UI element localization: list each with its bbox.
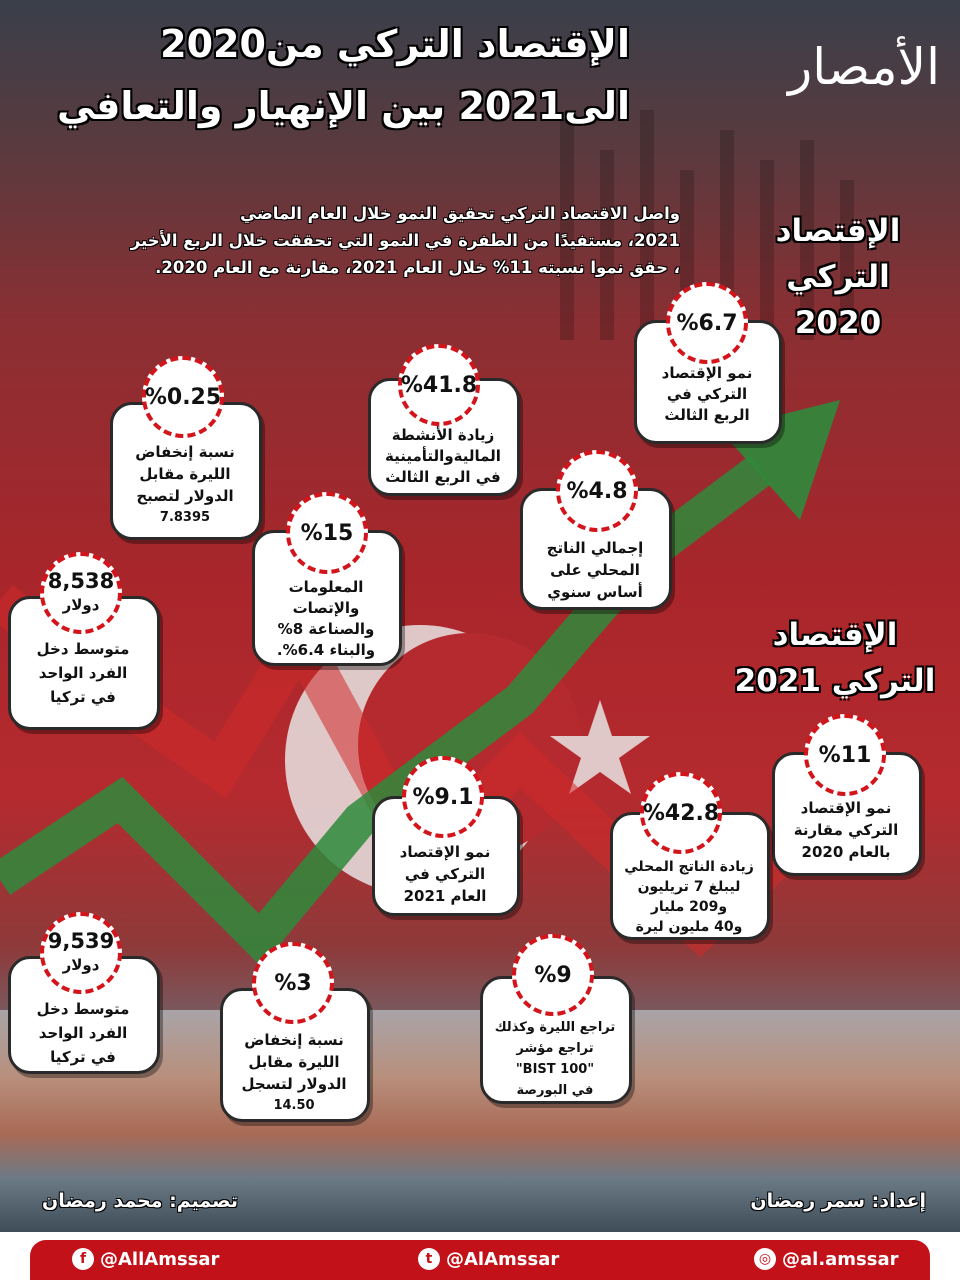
page-title-line2: الى2021 بين الإنهيار والتعافي xyxy=(57,84,630,128)
section-heading-line: التركي 2020 xyxy=(786,259,890,341)
card-text: الربع الثالث xyxy=(664,406,750,424)
badge-value: 8,538 xyxy=(47,569,115,593)
stat-badge: %4.8 xyxy=(556,450,638,532)
card-text: تراجع الليرة وكذلك xyxy=(494,1020,616,1035)
alamssar-logo xyxy=(745,22,945,102)
prepared-credit: إعداد: سمر رمضان xyxy=(750,1190,926,1212)
card-text: المحلي على xyxy=(550,561,640,579)
stat-badge: %15 xyxy=(286,492,368,574)
card-text: الليرة مقابل xyxy=(139,465,231,483)
card-text: متوسط دخل xyxy=(36,1000,130,1018)
card-text: والبناء 6.4%. xyxy=(276,641,376,659)
card-text: نسبة إنخفاض xyxy=(135,443,235,461)
card-text: المعلومات xyxy=(288,578,364,596)
card-text: في الربع الثالث xyxy=(385,468,501,486)
page-title-line1: الإقتصاد التركي من2020 xyxy=(160,22,630,66)
stat-badge: %3 xyxy=(252,942,334,1024)
card-text: بالعام 2020 xyxy=(801,843,891,861)
card-text: العام 2021 xyxy=(403,887,487,905)
card-text: في البورصة xyxy=(516,1083,594,1098)
card-text: نمو الإقتصاد xyxy=(800,799,892,817)
stat-badge: %11 xyxy=(804,714,886,796)
card-text: أساس سنوي xyxy=(547,583,643,601)
section-heading-2021 xyxy=(730,612,940,704)
svg-text:الأمصار: الأمصار xyxy=(788,38,940,96)
design-credit: تصميم: محمد رمضان xyxy=(42,1190,239,1212)
instagram-icon: ◎ xyxy=(754,1248,776,1270)
footer xyxy=(0,1232,960,1280)
stat-badge: %41.8 xyxy=(398,344,480,426)
card-text: نمو الإقتصاد xyxy=(399,843,491,861)
card-text: ليبلغ 7 تريليون xyxy=(637,879,741,895)
section-heading-line: الإقتصاد xyxy=(772,617,898,653)
stat-badge: %9 xyxy=(512,934,594,1016)
card-text: الماليةوالتأمينية xyxy=(385,447,501,465)
stat-badge xyxy=(40,912,122,994)
card-text: الدولار لتصبح xyxy=(136,487,234,505)
footer-bar xyxy=(30,1240,930,1280)
card-text: متوسط دخل xyxy=(36,640,130,658)
badge-value: 9,539 xyxy=(47,929,115,953)
facebook-link[interactable] xyxy=(72,1248,219,1270)
card-text: التركي في xyxy=(404,865,486,883)
card-text: والإتصات xyxy=(292,599,360,617)
twitter-icon: t xyxy=(418,1248,440,1270)
stat-badge: %9.1 xyxy=(402,756,484,838)
instagram-handle: @al.amssar xyxy=(782,1248,899,1270)
intro-line: واصل الاقتصاد التركي تحقيق النمو خلال العام الماضي xyxy=(240,204,680,223)
card-text: الليرة مقابل xyxy=(248,1053,340,1071)
twitter-handle: @AlAmssar xyxy=(446,1248,560,1270)
card-text: زيادة الناتج المحلي xyxy=(624,859,754,875)
intro-line: 2021، مستفيدًا من الطفرة في النمو التي تحققت خلال الربع الأخير xyxy=(130,231,680,250)
badge-unit: دولار xyxy=(62,596,100,614)
intro-line: ، حقق نموا نسبته 11% خلال العام 2021، مقارنة مع العام 2020. xyxy=(155,258,680,277)
facebook-handle: @AllAmssar xyxy=(100,1248,220,1270)
card-text: الدولار لتسجل xyxy=(241,1075,347,1093)
section-heading-line: التركي 2021 xyxy=(734,663,936,699)
intro-paragraph xyxy=(30,200,680,281)
instagram-link[interactable] xyxy=(754,1248,899,1270)
card-text: إجمالي الناتج xyxy=(546,539,644,557)
facebook-icon: f xyxy=(72,1248,94,1270)
card-text: نمو الإقتصاد xyxy=(661,364,753,382)
stat-badge: %42.8 xyxy=(640,772,722,854)
badge-unit: دولار xyxy=(62,956,100,974)
card-text: و209 مليار xyxy=(650,899,728,915)
card-text: التركي مقارنة xyxy=(793,821,899,839)
card-text: زيادة الأنشطة xyxy=(391,426,495,444)
card-text: والصناعة 8% xyxy=(277,620,375,638)
card-text: الفرد الواحد xyxy=(38,1024,128,1042)
card-text: الفرد الواحد xyxy=(38,664,128,682)
card-text: في تركيا xyxy=(50,1048,116,1066)
card-text: تراجع مؤشر xyxy=(516,1041,594,1056)
card-text: 7.8395 xyxy=(159,510,211,525)
card-text: "BIST 100" xyxy=(515,1062,595,1077)
card-text: التركي في xyxy=(666,385,748,403)
card-text: نسبة إنخفاض xyxy=(244,1031,344,1049)
card-text: في تركيا xyxy=(50,688,116,706)
stat-badge: %6.7 xyxy=(666,282,748,364)
stat-badge xyxy=(40,552,122,634)
twitter-link[interactable] xyxy=(418,1248,559,1270)
card-text: 14.50 xyxy=(273,1098,315,1113)
card-text: و40 مليون ليرة xyxy=(635,919,743,935)
stat-badge: %0.25 xyxy=(142,356,224,438)
section-heading-line: الإقتصاد xyxy=(775,213,901,249)
